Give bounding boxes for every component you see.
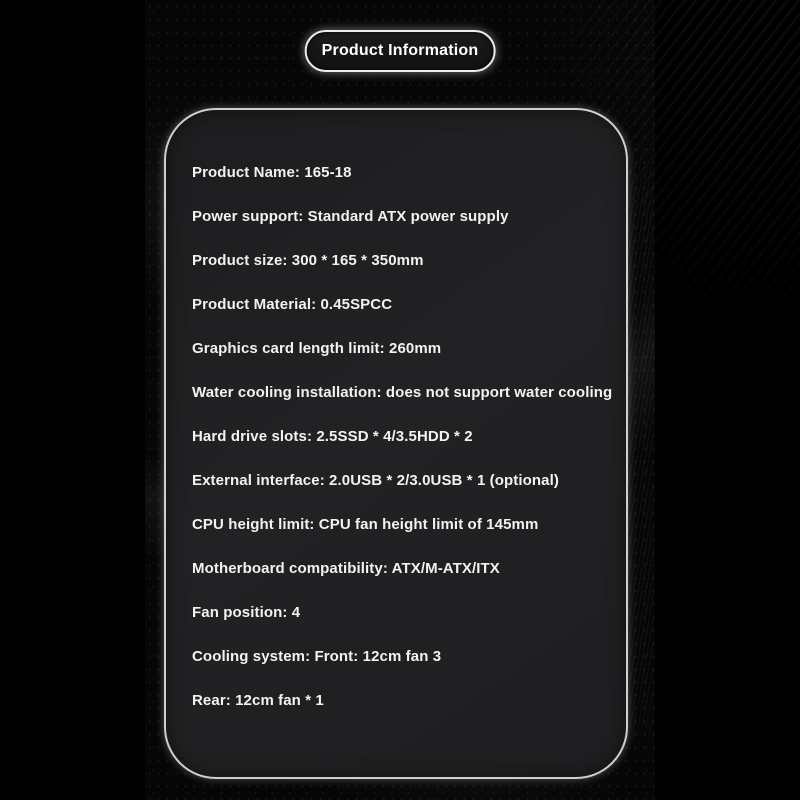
spec-row-product-name: Product Name: 165-18 bbox=[192, 163, 352, 181]
spec-row-rear-fan: Rear: 12cm fan * 1 bbox=[192, 691, 324, 709]
spec-row-product-size: Product size: 300 * 165 * 350mm bbox=[192, 251, 424, 269]
spec-row-power-support: Power support: Standard ATX power supply bbox=[192, 207, 509, 225]
badge-label: Product Information bbox=[321, 42, 479, 59]
spec-row-product-material: Product Material: 0.45SPCC bbox=[192, 295, 393, 313]
spec-card bbox=[164, 108, 628, 779]
smoke-streaks-right bbox=[627, 120, 653, 780]
spec-row-gpu-length-limit: Graphics card length limit: 260mm bbox=[192, 339, 442, 357]
spec-row-cpu-height-limit: CPU height limit: CPU fan height limit of 145mm bbox=[192, 515, 539, 533]
spec-row-hard-drive-slots: Hard drive slots: 2.5SSD * 4/3.5HDD * 2 bbox=[192, 427, 473, 445]
product-information-badge bbox=[305, 30, 496, 72]
spec-row-cooling-system: Cooling system: Front: 12cm fan 3 bbox=[192, 647, 442, 665]
spec-row-fan-position: Fan position: 4 bbox=[192, 603, 301, 621]
spec-row-water-cooling: Water cooling installation: does not support water cooling bbox=[192, 383, 613, 401]
spec-row-motherboard-compat: Motherboard compatibility: ATX/M-ATX/ITX bbox=[192, 559, 500, 577]
spec-row-external-interface: External interface: 2.0USB * 2/3.0USB * 1 (optional) bbox=[192, 471, 559, 489]
